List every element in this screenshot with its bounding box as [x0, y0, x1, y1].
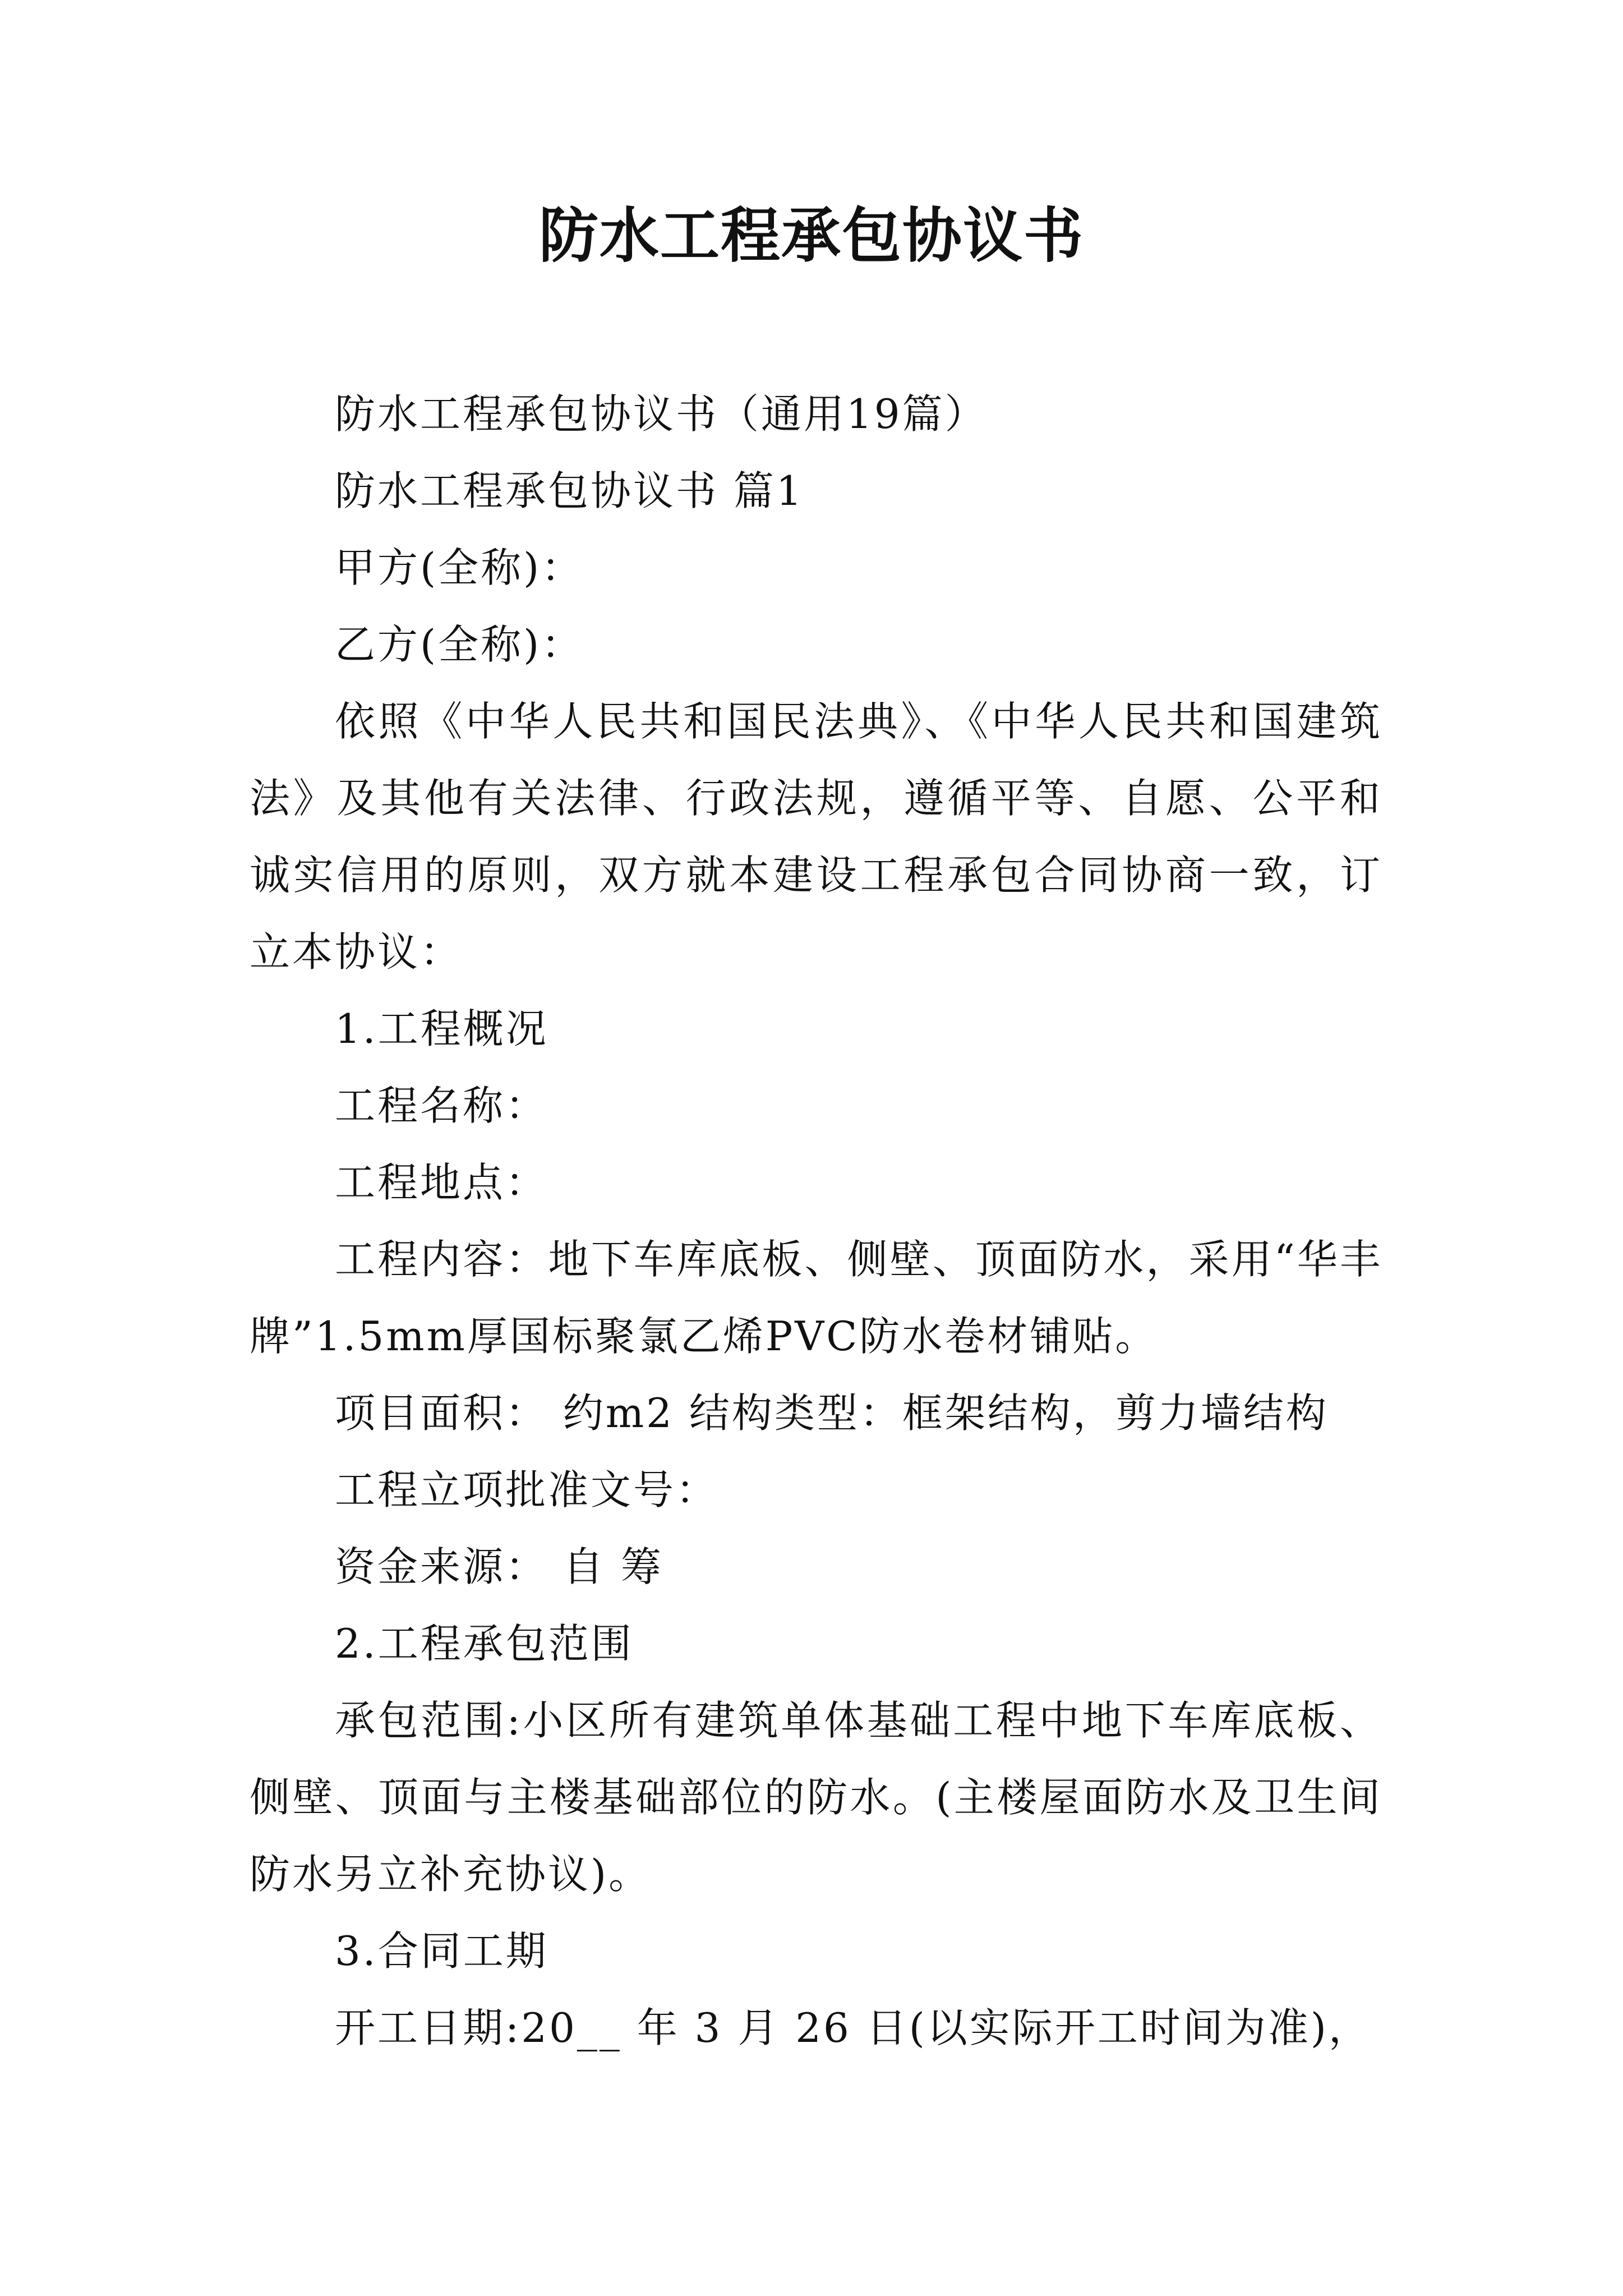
section-heading-schedule: 3.合同工期 [335, 1927, 548, 1975]
section-heading-overview: 1.工程概况 [335, 1005, 548, 1052]
paragraph-project-area: 项目面积： 约m2 结构类型：框架结构，剪力墙结构 [335, 1389, 1329, 1437]
document-title: 防水工程承包协议书 [539, 200, 1084, 270]
paragraph-project-content: 工程内容：地下车库底板、侧壁、顶面防水，采用“华丰牌”1.5mm厚国标聚氯乙烯PVC防水卷材铺贴。 [250, 1236, 1382, 1360]
section-heading-scope: 2.工程承包范围 [335, 1620, 634, 1667]
paragraph-preamble: 依照《中华人民共和国民法典》、《中华人民共和国建筑法》及其他有关法律、行政法规，遵循平等、自愿、公平和诚实信用的原则，双方就本建设工程承包合同协商一致，订立本协议： [250, 698, 1382, 976]
paragraph-approval-number: 工程立项批准文号： [335, 1466, 719, 1513]
paragraph-project-name: 工程名称： [335, 1082, 548, 1129]
paragraph-article-heading: 防水工程承包协议书 篇1 [335, 467, 804, 514]
paragraph-scope: 承包范围:小区所有建筑单体基础工程中地下车库底板、侧壁、顶面与主楼基础部位的防水。(主楼屋面防水及卫生间防水另立补充协议)。 [250, 1697, 1382, 1898]
paragraph-collection-title: 防水工程承包协议书（通用19篇） [335, 390, 988, 438]
paragraph-start-date: 开工日期:20__ 年 3 月 26 日(以实际开工时间为准)， [335, 2004, 1371, 2051]
document-body [250, 376, 1382, 2067]
paragraph-funding-source: 资金来源： 自 筹 [335, 1543, 663, 1590]
paragraph-project-location: 工程地点： [335, 1159, 548, 1206]
paragraph-party-b: 乙方(全称)： [335, 621, 584, 668]
paragraph-party-a: 甲方(全称)： [335, 544, 584, 591]
